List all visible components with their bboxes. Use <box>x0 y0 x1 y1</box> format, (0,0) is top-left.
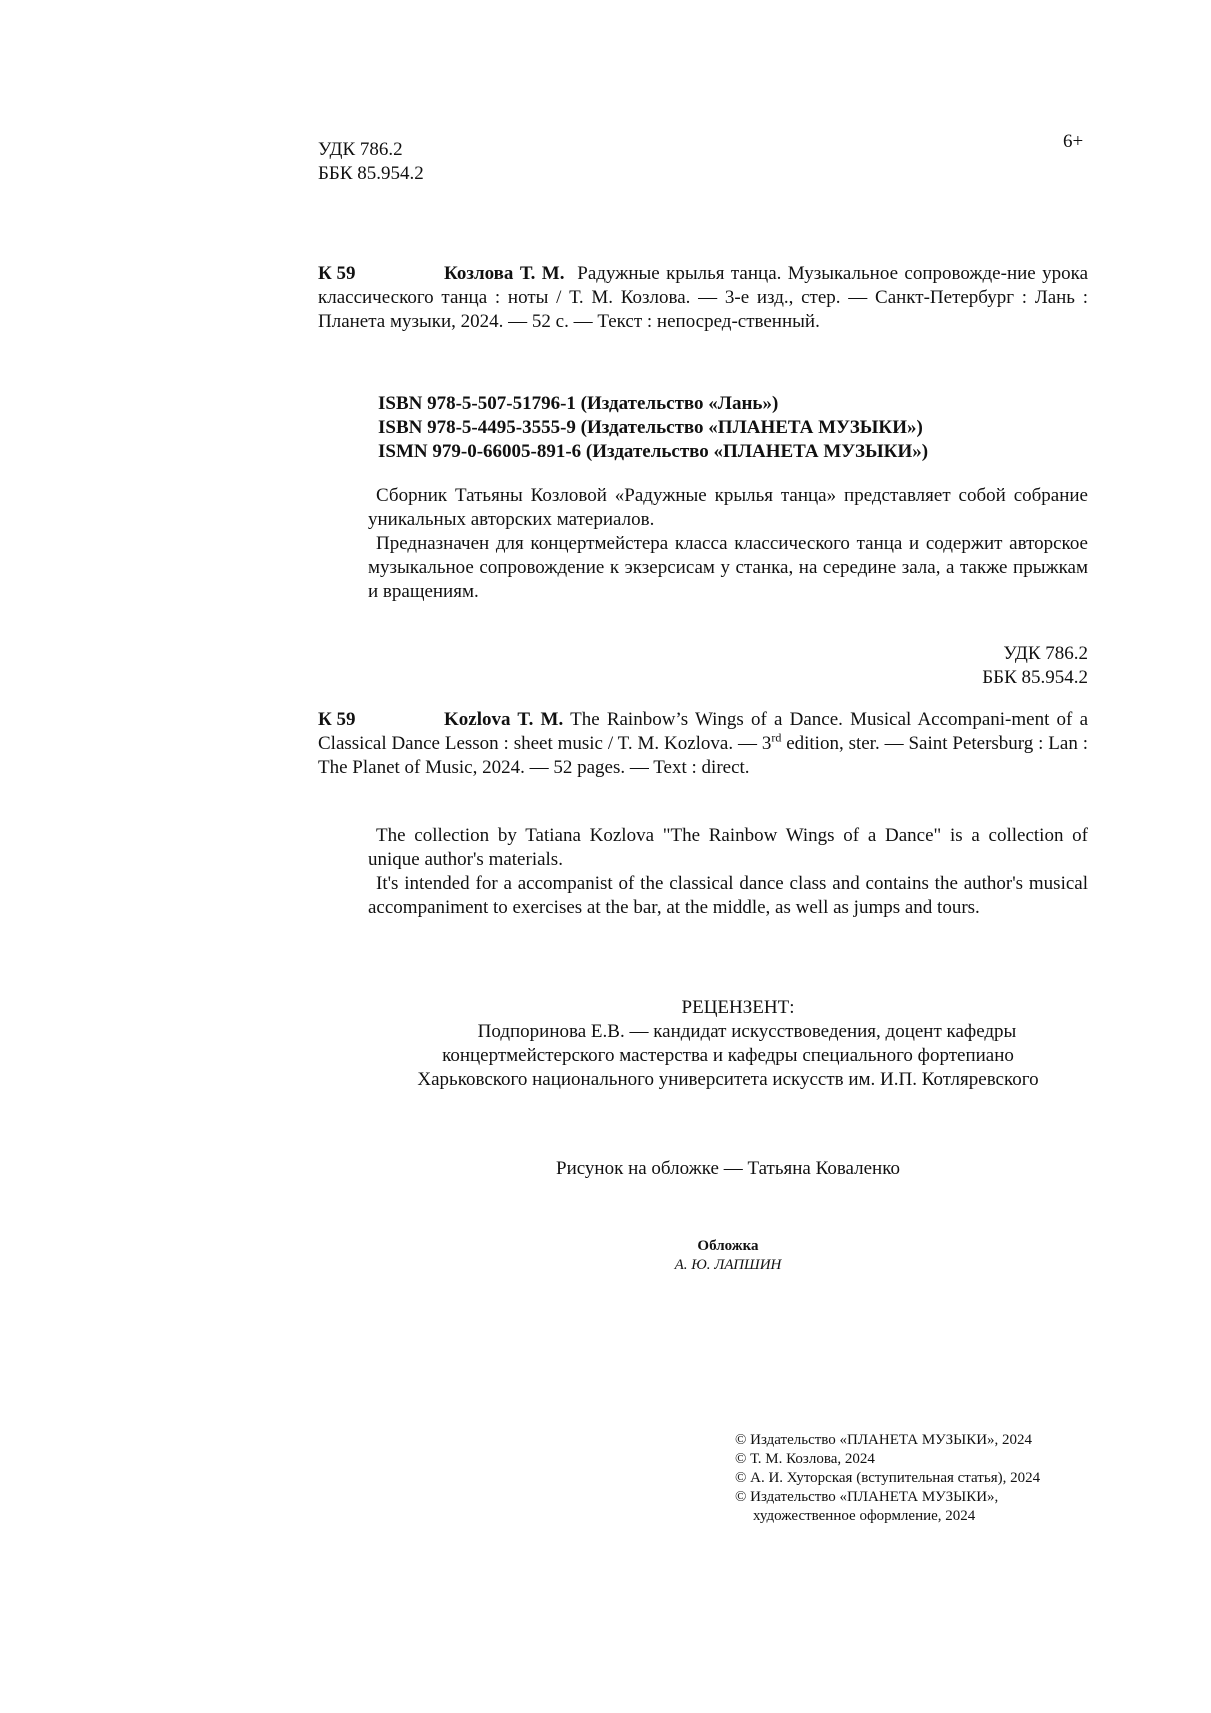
bbk-code: ББК 85.954.2 <box>982 667 1088 688</box>
cover-design-name: А. Ю. ЛАПШИН <box>674 1257 782 1273</box>
copyright-line: © А. И. Хуторская (вступительная статья), 2024 <box>735 1470 1041 1486</box>
record-text: Радужные крылья танца. Музыкальное сопровожде-ние урока классического танца : ноты / Т. М. Козлова. — 3-е изд., стер. — Санкт-Петербург : Лань : Планета музыки, 2024. — 52 с. — Текст : непосред-ственный. <box>318 263 1089 332</box>
udk-code: УДК 786.2 <box>318 139 403 160</box>
isbn-planeta: ISBN 978-5-4495-3555-9 (Издательство «ПЛАНЕТА МУЗЫКИ») <box>378 417 923 438</box>
age-rating: 6+ <box>1063 131 1084 152</box>
author-sign: К 59 <box>318 263 356 284</box>
udk-bbk-block <box>318 138 424 186</box>
isbn-lan: ISBN 978-5-507-51796-1 (Издательство «Лань») <box>378 393 779 414</box>
record-text-continued: edition, ster. — Saint Petersburg : Lan : The Planet of Music, 2024. — 52 pages. — Text : direct. <box>318 733 1088 778</box>
copyright-line: © Т. М. Козлова, 2024 <box>735 1451 875 1467</box>
copyright-line: художественное оформление, 2024 <box>753 1508 976 1524</box>
record-author: Kozlova T. M. <box>444 709 564 730</box>
record-text: The Rainbow’s Wings of a Dance. Musical Accompani-ment of a Classical Dance Lesson : sheet music / T. M. Kozlova. — 3 <box>318 709 1088 754</box>
copyright-block <box>735 1431 1040 1526</box>
cover-design-label: Обложка <box>697 1238 759 1254</box>
ordinal-suffix: rd <box>771 730 782 745</box>
ismn-planeta: ISMN 979-0-66005-891-6 (Издательство «ПЛАНЕТА МУЗЫКИ») <box>378 441 929 462</box>
udk-code: УДК 786.2 <box>1003 643 1088 664</box>
reviewer-block <box>368 996 1088 1092</box>
cover-art-credit: Рисунок на обложке — Татьяна Коваленко <box>556 1158 900 1179</box>
annotation-paragraph: Сборник Татьяны Козловой «Радужные крылья танца» представляет собой собрание уникальных авторских материалов. <box>368 485 1088 530</box>
reviewer-line: концертмейстерского мастерства и кафедры специального фортепиано <box>442 1045 1014 1066</box>
bbk-code: ББК 85.954.2 <box>318 163 424 184</box>
cover-design-credit <box>368 1237 1088 1275</box>
isbn-block <box>378 392 928 464</box>
copyright-line: © Издательство «ПЛАНЕТА МУЗЫКИ», 2024 <box>735 1432 1033 1448</box>
ru-bibliographic-record <box>318 262 1088 334</box>
reviewer-heading: РЕЦЕНЗЕНТ: <box>681 997 795 1018</box>
author-sign: К 59 <box>318 709 356 730</box>
ru-annotation <box>368 484 1088 604</box>
en-annotation <box>368 824 1088 920</box>
annotation-paragraph: It's intended for a accompanist of the classical dance class and contains the author's musical accompaniment to exercises at the bar, at the middle, as well as jumps and tours. <box>368 873 1088 918</box>
annotation-paragraph: Предназначен для концертмейстера класса классического танца и содержит авторское музыкальное сопровождение к экзерсисам у станка, на середине зала, а также прыжкам и вращениям. <box>368 533 1088 602</box>
udk-bbk-block-right <box>880 642 1088 690</box>
annotation-paragraph: The collection by Tatiana Kozlova "The Rainbow Wings of a Dance" is a collection of unique author's materials. <box>368 825 1088 870</box>
reviewer-line: Харьковского национального университета искусств им. И.П. Котляревского <box>417 1069 1039 1090</box>
record-author: Козлова Т. М. <box>444 263 565 284</box>
copyright-line: © Издательство «ПЛАНЕТА МУЗЫКИ», <box>735 1489 999 1505</box>
en-bibliographic-record <box>318 708 1088 780</box>
reviewer-line: Подпоринова Е.В. — кандидат искусствоведения, доцент кафедры <box>477 1021 1017 1042</box>
